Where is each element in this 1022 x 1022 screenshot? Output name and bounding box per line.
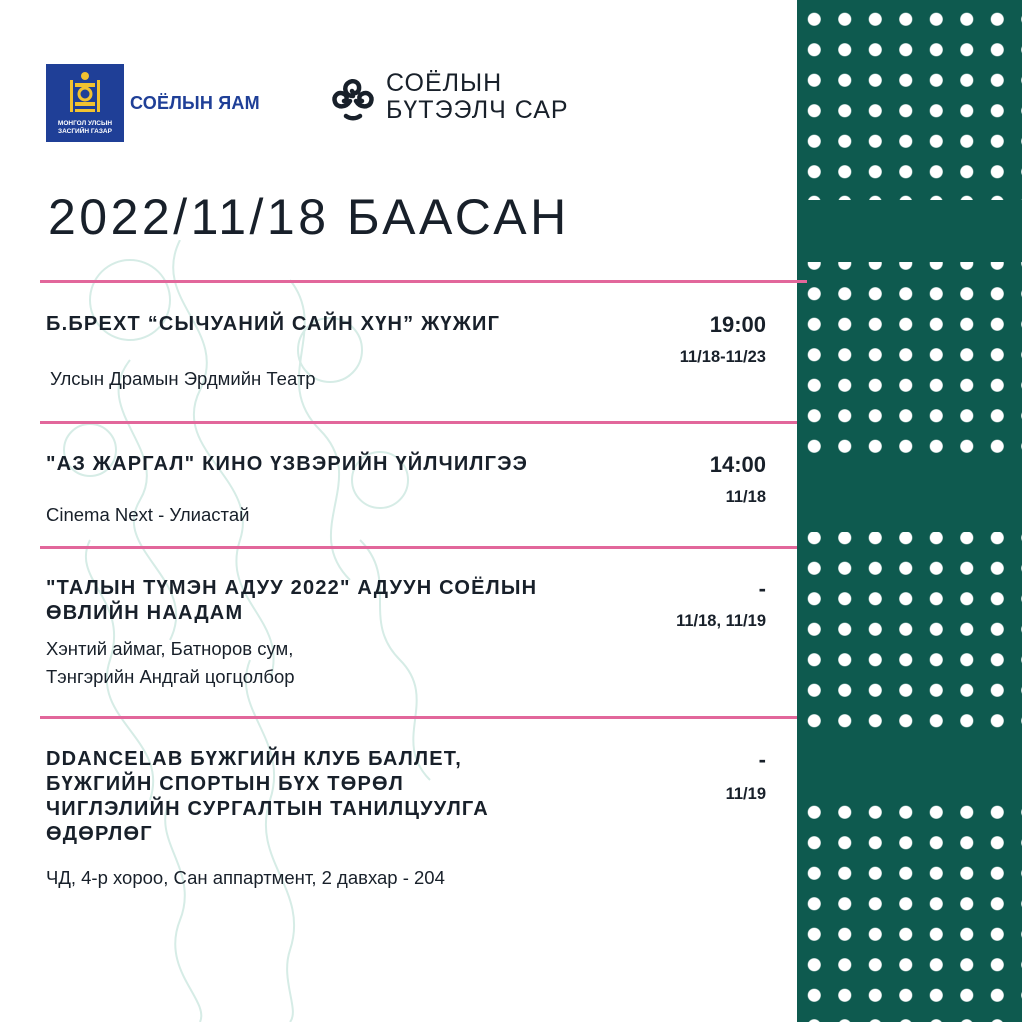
event-time: 14:00	[709, 452, 766, 477]
soyombo-icon	[68, 70, 102, 118]
divider	[40, 546, 797, 549]
pattern-band	[797, 470, 1022, 532]
pattern-band	[797, 200, 1022, 262]
event-dates: 11/18, 11/19	[676, 612, 766, 630]
event-time: -	[758, 576, 766, 601]
campaign-title-line1: СОЁЛЫН	[386, 69, 503, 97]
page-title: 2022/11/18 БААСАН	[48, 189, 570, 245]
event-title: Б.БРЕХТ “СЫЧУАНИЙ САЙН ХҮН” ЖҮЖИГ	[46, 313, 501, 335]
divider	[40, 421, 797, 424]
event-venue: ЧД, 4-р хороо, Сан аппартмент, 2 давхар - 204	[46, 867, 445, 888]
event-item	[46, 747, 776, 897]
event-venue-line: Хэнтий аймаг, Батноров сум,	[46, 638, 294, 659]
event-item	[46, 452, 776, 542]
event-venue: Улсын Драмын Эрдмийн Театр	[50, 368, 316, 389]
campaign-title-line2: БҮТЭЭЛЧ САР	[386, 96, 569, 124]
government-emblem-logo	[46, 64, 124, 142]
event-dates: 11/18-11/23	[679, 348, 766, 366]
event-dates: 11/19	[725, 785, 766, 803]
dotted-pattern-panel	[797, 0, 1022, 1022]
ministry-name: СОЁЛЫН ЯАМ	[130, 93, 260, 113]
event-title: "ТАЛЫН ТҮМЭН АДУУ 2022" АДУУН СОЁЛЫН ӨВЛИЙН НААДАМ	[46, 577, 538, 624]
divider	[40, 280, 807, 283]
event-dates: 11/18	[725, 488, 766, 506]
divider	[40, 716, 797, 719]
event-time: -	[758, 747, 766, 772]
event-venue: Cinema Next - Улиастай	[46, 504, 250, 525]
event-title: DDANCELAB БҮЖГИЙН КЛУБ БАЛЛЕТ, БҮЖГИЙН СПОРТЫН БҮХ ТӨРӨЛ ЧИГЛЭЛИЙН СУРГАЛТЫН ТАНИЛЦУУЛГА ӨДӨРЛӨГ	[46, 748, 489, 845]
event-time: 19:00	[709, 312, 766, 337]
trefoil-swirl-icon	[326, 72, 380, 126]
event-item	[46, 312, 776, 412]
event-venue-line: Тэнгэрийн Андгай цогцолбор	[46, 666, 295, 687]
event-title: "АЗ ЖАРГАЛ" КИНО ҮЗВЭРИЙН ҮЙЛЧИЛГЭЭ	[46, 453, 529, 475]
pattern-band	[797, 742, 1022, 804]
emblem-caption: МОНГОЛ УЛСЫН ЗАСГИЙН ГАЗАР	[57, 120, 113, 135]
event-item	[46, 576, 776, 706]
campaign-title	[386, 70, 569, 124]
